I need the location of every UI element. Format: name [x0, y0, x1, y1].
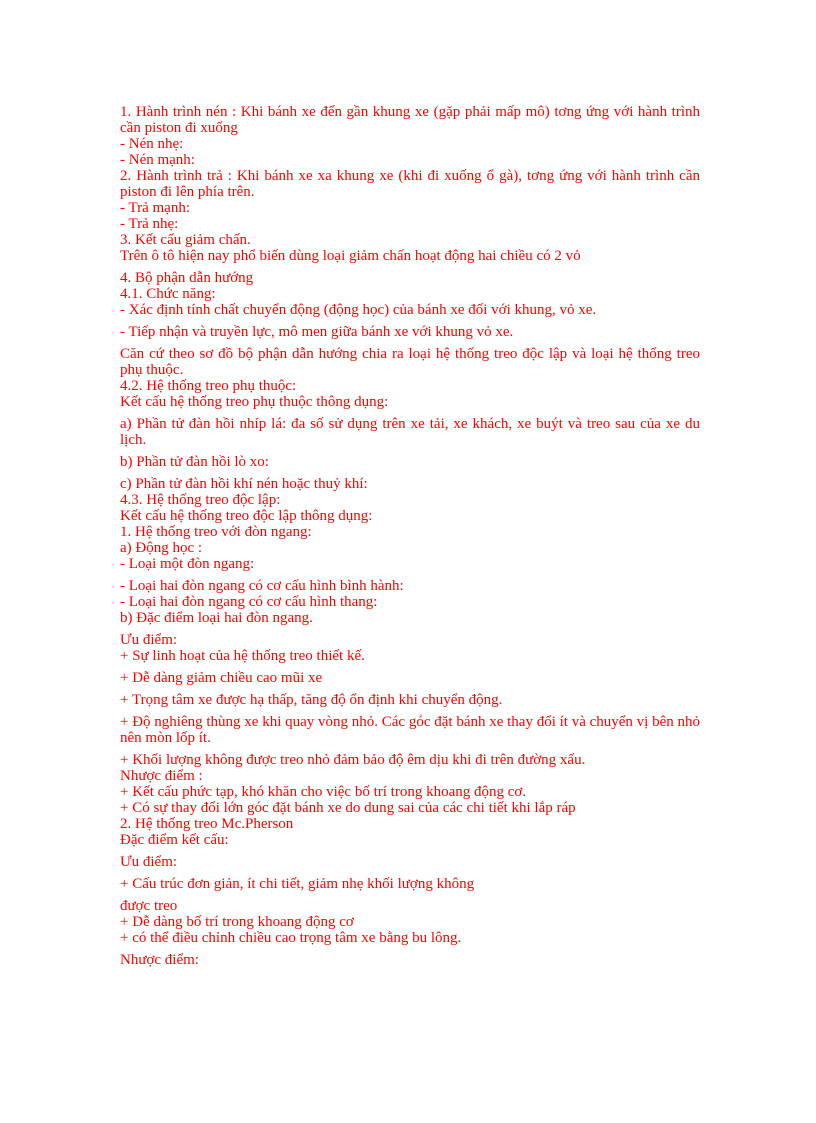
text-line: Nhược điểm: [120, 952, 199, 968]
text-line: 4. Bộ phận dẫn hướng [120, 270, 254, 286]
text-line: 4.3. Hệ thống treo độc lập: [120, 492, 281, 508]
document-page [120, 104, 700, 968]
text-line: + Kết cấu phức tạp, khó khăn cho việc bố trí trong khoang động cơ. [120, 784, 527, 800]
text-line: 2. Hành trình trả : Khi bánh xe xa khung xe (khi đi xuống ổ gà), tơng ứng với hành trình cần piston đi lên phía trên. [120, 168, 700, 200]
text-line: - Nén nhẹ: [120, 136, 184, 152]
text-line: Đặc điểm kết cấu: [120, 832, 229, 848]
text-line: + Cấu trúc đơn giản, ít chi tiết, giảm nhẹ khối lượng không [120, 876, 475, 892]
text-line: Kết cấu hệ thống treo độc lập thông dụng: [120, 508, 373, 524]
text-line: + có thể điều chỉnh chiều cao trọng tâm xe bằng bu lông. [120, 930, 462, 946]
text-line: Trên ô tô hiện nay phổ biến dùng loại giảm chấn hoạt động hai chiều có 2 vỏ [120, 248, 581, 264]
text-line: c) Phần tử đàn hồi khí nén hoặc thuỷ khí: [120, 476, 368, 492]
text-line: - Trả mạnh: [120, 200, 191, 216]
text-line: b) Đặc điểm loại hai đòn ngang. [120, 610, 313, 626]
text-line: được treo [120, 898, 178, 914]
text-line: 4.1. Chức năng: [120, 286, 216, 302]
text-line: - Xác định tính chất chuyển động (động học) của bánh xe đối với khung, vỏ xe. [120, 302, 597, 318]
text-line: - Tiếp nhận và truyền lực, mô men giữa bánh xe với khung vỏ xe. [120, 324, 514, 340]
text-line: Căn cứ theo sơ đồ bộ phận dẫn hướng chia ra loại hệ thống treo độc lập và loại hệ thống treo phụ thuộc. [120, 346, 700, 378]
text-line: - Loại một đòn ngang: [120, 556, 255, 572]
text-line: b) Phần tử đàn hồi lò xo: [120, 454, 269, 470]
text-line: + Sự linh hoạt của hệ thống treo thiết kế. [120, 648, 365, 664]
text-line: - Nén mạnh: [120, 152, 195, 168]
text-line: + Dễ dàng giảm chiều cao mũi xe [120, 670, 323, 686]
text-line: 3. Kết cấu giảm chấn. [120, 232, 251, 248]
text-line: + Độ nghiêng thùng xe khi quay vòng nhỏ. Các góc đặt bánh xe thay đổi ít và chuyển vị bên nhỏ nên mòn lốp ít. [120, 714, 701, 746]
text-line: 4.2. Hệ thống treo phụ thuộc: [120, 378, 297, 394]
text-line: 1. Hệ thống treo với đòn ngang: [120, 524, 312, 540]
text-line: Ưu điểm: [120, 632, 178, 648]
text-line: Nhược điểm : [120, 768, 203, 784]
text-line: + Dễ dàng bố trí trong khoang động cơ [120, 914, 354, 930]
text-line: - Loại hai đòn ngang có cơ cấu hình bình hành: [120, 578, 404, 594]
text-line: + Trọng tâm xe được hạ thấp, tăng độ ổn định khi chuyển động. [120, 692, 503, 708]
text-line: - Trả nhẹ: [120, 216, 179, 232]
text-line: - Loại hai đòn ngang có cơ cấu hình thang: [120, 594, 378, 610]
text-line: Kết cấu hệ thống treo phụ thuộc thông dụng: [120, 394, 389, 410]
text-line: Ưu điểm: [120, 854, 178, 870]
text-line: + Khối lượng không được treo nhỏ đảm bảo độ êm dịu khi đi trên đường xấu. [120, 752, 586, 768]
text-line: + Có sự thay đổi lớn góc đặt bánh xe do dung sai của các chi tiết khi lắp ráp [120, 800, 576, 816]
text-line: a) Phần tử đàn hồi nhíp lá: đa số sử dụng trên xe tải, xe khách, xe buýt và treo sau của xe du lịch. [120, 416, 700, 448]
text-line: 2. Hệ thống treo Mc.Pherson [120, 816, 294, 832]
text-line: 1. Hành trình nén : Khi bánh xe đến gần khung xe (gặp phải mấp mô) tơng ứng với hành trình cần piston đi xuống [120, 104, 700, 136]
text-line: a) Động học : [120, 540, 203, 556]
